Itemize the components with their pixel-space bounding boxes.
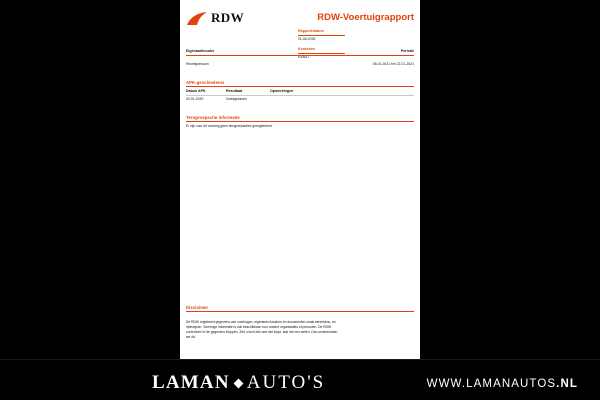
disclaimer-line-4: we dit.	[186, 335, 196, 339]
website-plain: WWW.LAMANAUTOS	[426, 378, 557, 390]
meta-rule	[298, 35, 345, 36]
period-column-header: Periode	[400, 49, 414, 53]
meta-rule	[298, 53, 345, 54]
recall-section-rule	[186, 121, 414, 122]
owner-row-label: Rechtspersoon	[186, 62, 209, 66]
document-title: RDW-Voertuigrapport	[317, 12, 414, 23]
owner-column-header: Eigenaar/houder	[186, 49, 215, 53]
rdw-flame-icon	[186, 12, 208, 26]
disclaimer-line-3: controleert of de gegevens kloppen. Ziet u toch iets wat niet klopt, laat het ons weten. Dan onderzoeken	[186, 330, 338, 334]
disclaimer-line-1: De RDW registreert gegevens van voertuigen, eigenaren/houders en documenten zoals kentekens- en	[186, 320, 336, 324]
meta-kenteken	[298, 47, 345, 60]
dealer-logo-part2: AUTO'S	[246, 372, 326, 393]
recall-section-text: Er zijn voor dit voertuig geen terugroepacties geregistreerd.	[186, 124, 273, 128]
dealer-logo-part1: LAMAN	[152, 372, 230, 393]
dealer-website[interactable]	[427, 378, 578, 390]
meta-value: K346LT	[298, 54, 310, 59]
apk-cell-datum: 02-01-2020	[186, 97, 204, 101]
website-tld: .NL	[556, 378, 578, 390]
apk-section-rule	[186, 86, 414, 87]
apk-section-title: APK-geschiedenis	[186, 80, 225, 85]
rdw-wordmark: RDW	[211, 10, 244, 25]
owner-row-period: 05-01-2021 t/m 22-01-2021	[372, 62, 414, 66]
apk-col-resultaat: Resultaat	[226, 89, 243, 93]
apk-header-rule	[186, 95, 414, 96]
diamond-icon	[233, 378, 243, 388]
owner-section-rule	[186, 55, 414, 56]
meta-rapportdatum	[298, 29, 345, 42]
vehicle-report-page	[180, 0, 420, 400]
apk-col-opmerkingen: Opmerkingen	[270, 89, 294, 93]
dealer-logo	[152, 372, 325, 394]
report-meta	[298, 29, 414, 65]
disclaimer-title: Disclaimer	[186, 305, 209, 310]
disclaimer-line-2: rijbewijzen. Sommige informatie is ook beschikbaar voor andere organisaties of personen. De RDW	[186, 325, 332, 329]
meta-label: Rapportdatum	[298, 29, 324, 33]
recall-section-title: Terugroepactie informatie	[186, 115, 240, 120]
disclaimer-rule	[186, 311, 414, 312]
apk-col-datum: Datum APK	[186, 89, 206, 93]
meta-value: 21-06-2025	[298, 36, 316, 41]
apk-cell-resultaat: Goedgekeurd	[226, 97, 247, 101]
meta-label: Kenteken	[298, 47, 315, 51]
